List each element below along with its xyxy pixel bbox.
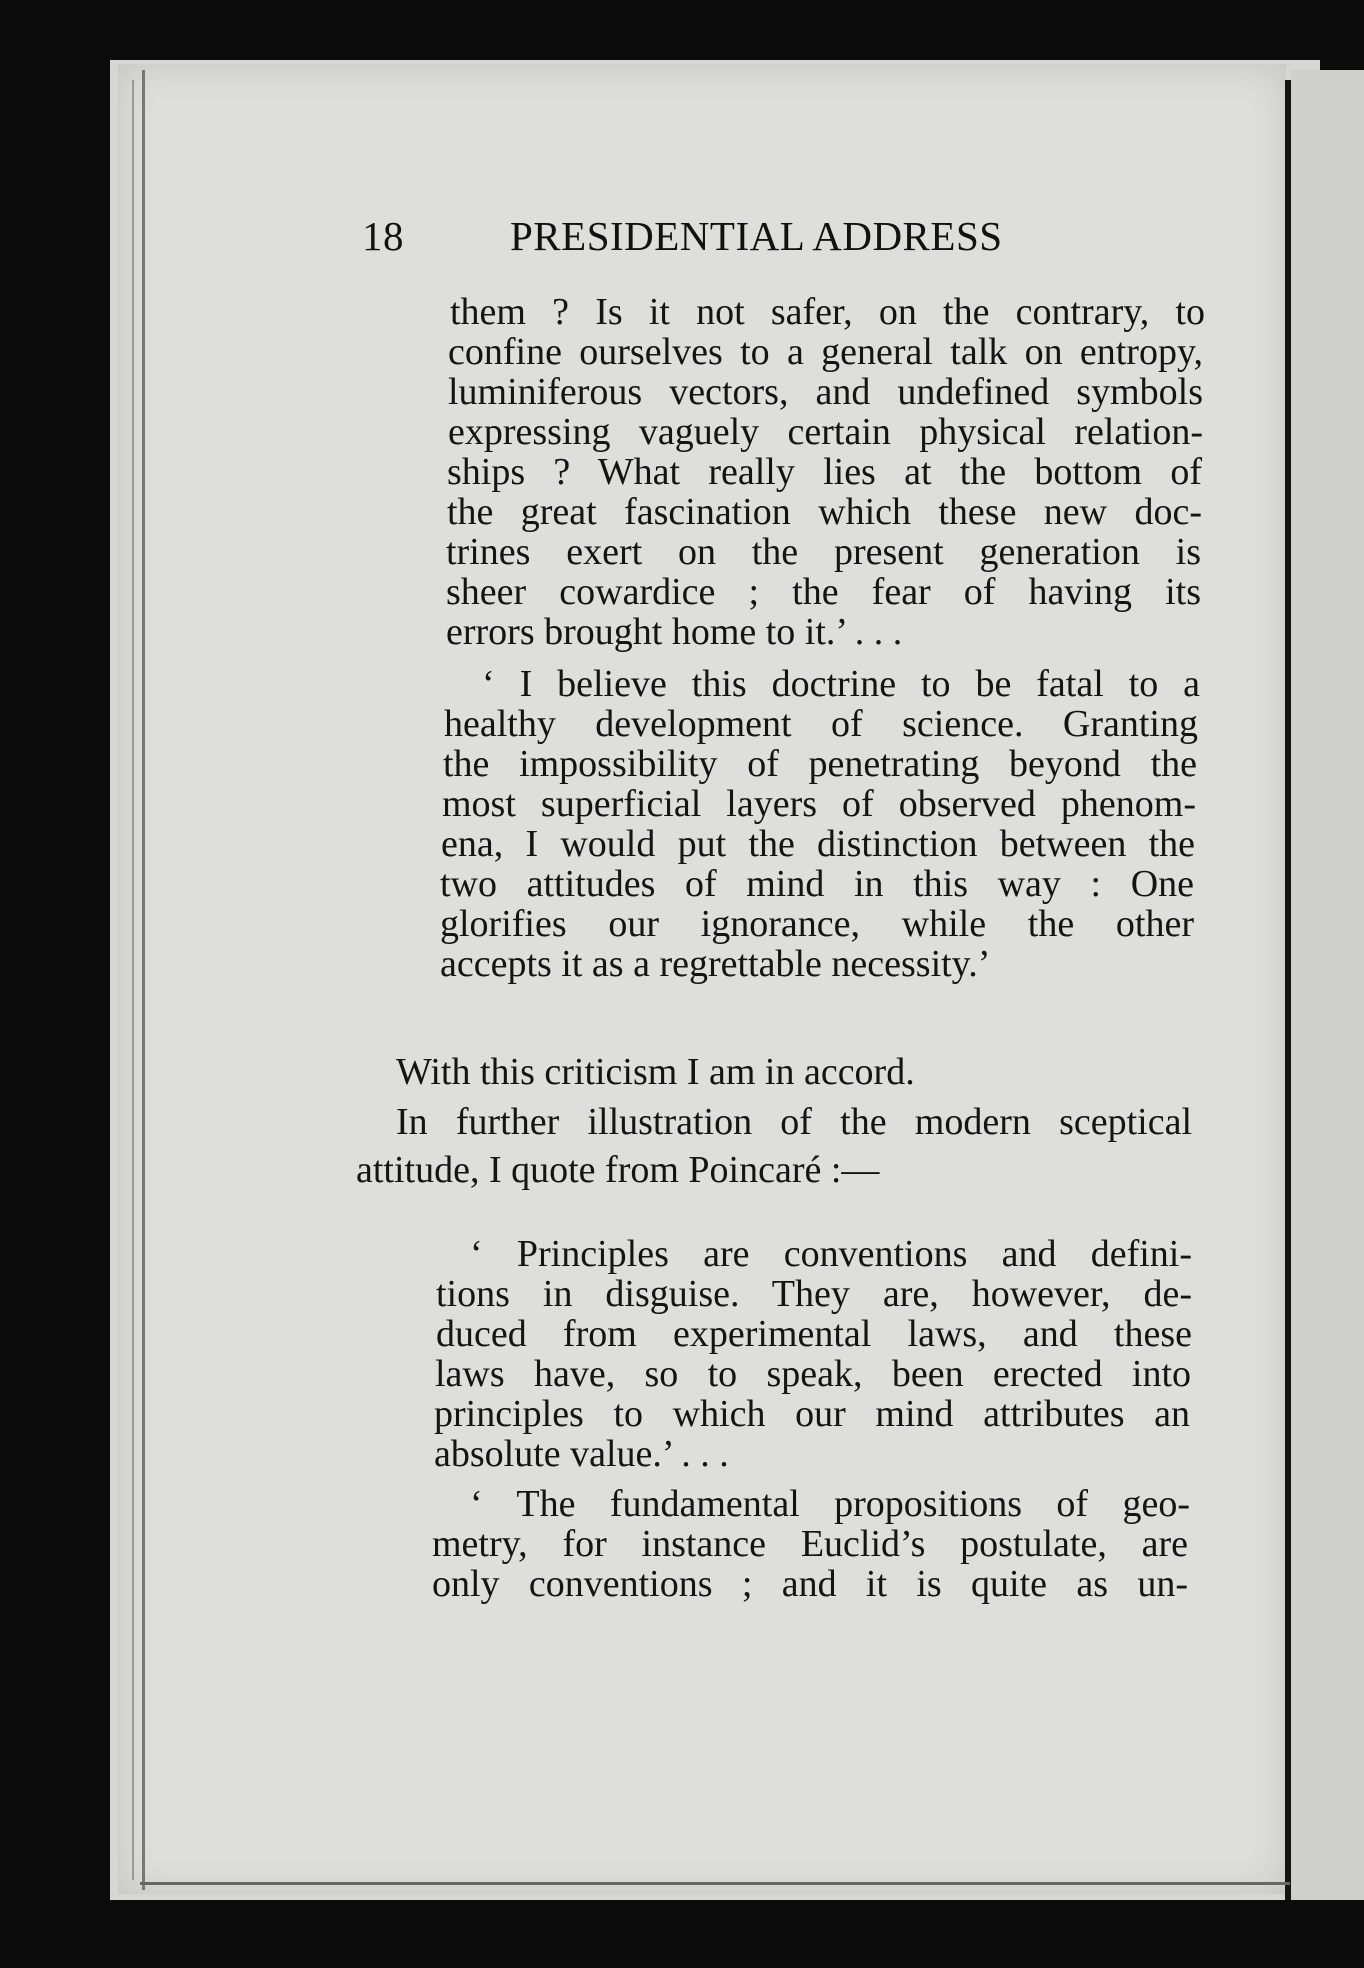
quote-line: principles to which our mind attributes an — [434, 1393, 1190, 1435]
quote-line: ‘ The fundamental propositions of geo- — [470, 1483, 1190, 1525]
quote-line: laws have, so to speak, been erected into — [435, 1353, 1191, 1395]
quote-line: tions in disguise. They are, however, de- — [436, 1273, 1192, 1315]
quote-line: glorifies our ignorance, while the other — [440, 903, 1194, 945]
body-line: With this criticism I am in accord. — [396, 1051, 915, 1093]
quote-line: ‘ I believe this doctrine to be fatal to a — [482, 663, 1200, 705]
quote-line: healthy development of science. Granting — [444, 703, 1198, 745]
quote-line: trines exert on the present generation is — [446, 531, 1201, 573]
quote-line: errors brought home to it.’ . . . — [446, 611, 903, 653]
quote-line: sheer cowardice ; the fear of having its — [446, 571, 1201, 613]
quote-line: most superficial layers of observed phenom- — [442, 783, 1196, 825]
facing-page-edge — [1291, 70, 1364, 1900]
quote-line: metry, for instance Euclid’s postulate, are — [432, 1523, 1188, 1565]
quote-line: absolute value.’ . . . — [434, 1433, 729, 1475]
page-number: 18 — [362, 213, 404, 259]
page-edge-line — [142, 70, 145, 1890]
body-line: attitude, I quote from Poincaré :— — [356, 1149, 880, 1191]
quote-line: accepts it as a regrettable necessity.’ — [440, 943, 991, 985]
quote-line: ‘ Principles are conventions and defini- — [470, 1233, 1192, 1275]
quote-line: luminiferous vectors, and undefined symbols — [448, 371, 1203, 413]
quote-line: them ? Is it not safer, on the contrary, to — [450, 291, 1205, 333]
quote-line: only conventions ; and it is quite as un- — [432, 1563, 1188, 1605]
quote-line: the impossibility of penetrating beyond the — [443, 743, 1197, 785]
quote-line: confine ourselves to a general talk on entropy, — [448, 331, 1203, 373]
quote-line: ena, I would put the distinction between the — [441, 823, 1195, 865]
quote-line: expressing vaguely certain physical relation- — [448, 411, 1203, 453]
page-edge-line — [132, 80, 134, 1880]
quote-line: ships ? What really lies at the bottom of — [447, 451, 1202, 493]
quote-line: duced from experimental laws, and these — [436, 1313, 1192, 1355]
page-bottom-edge — [140, 1882, 1290, 1885]
page-gutter-shadow — [1285, 80, 1291, 1900]
running-head — [362, 212, 1062, 260]
running-title: PRESIDENTIAL ADDRESS — [510, 213, 1003, 259]
quote-line: the great fascination which these new doc- — [447, 491, 1202, 533]
body-line: In further illustration of the modern sceptical — [396, 1101, 1192, 1143]
quote-line: two attitudes of mind in this way : One — [440, 863, 1194, 905]
